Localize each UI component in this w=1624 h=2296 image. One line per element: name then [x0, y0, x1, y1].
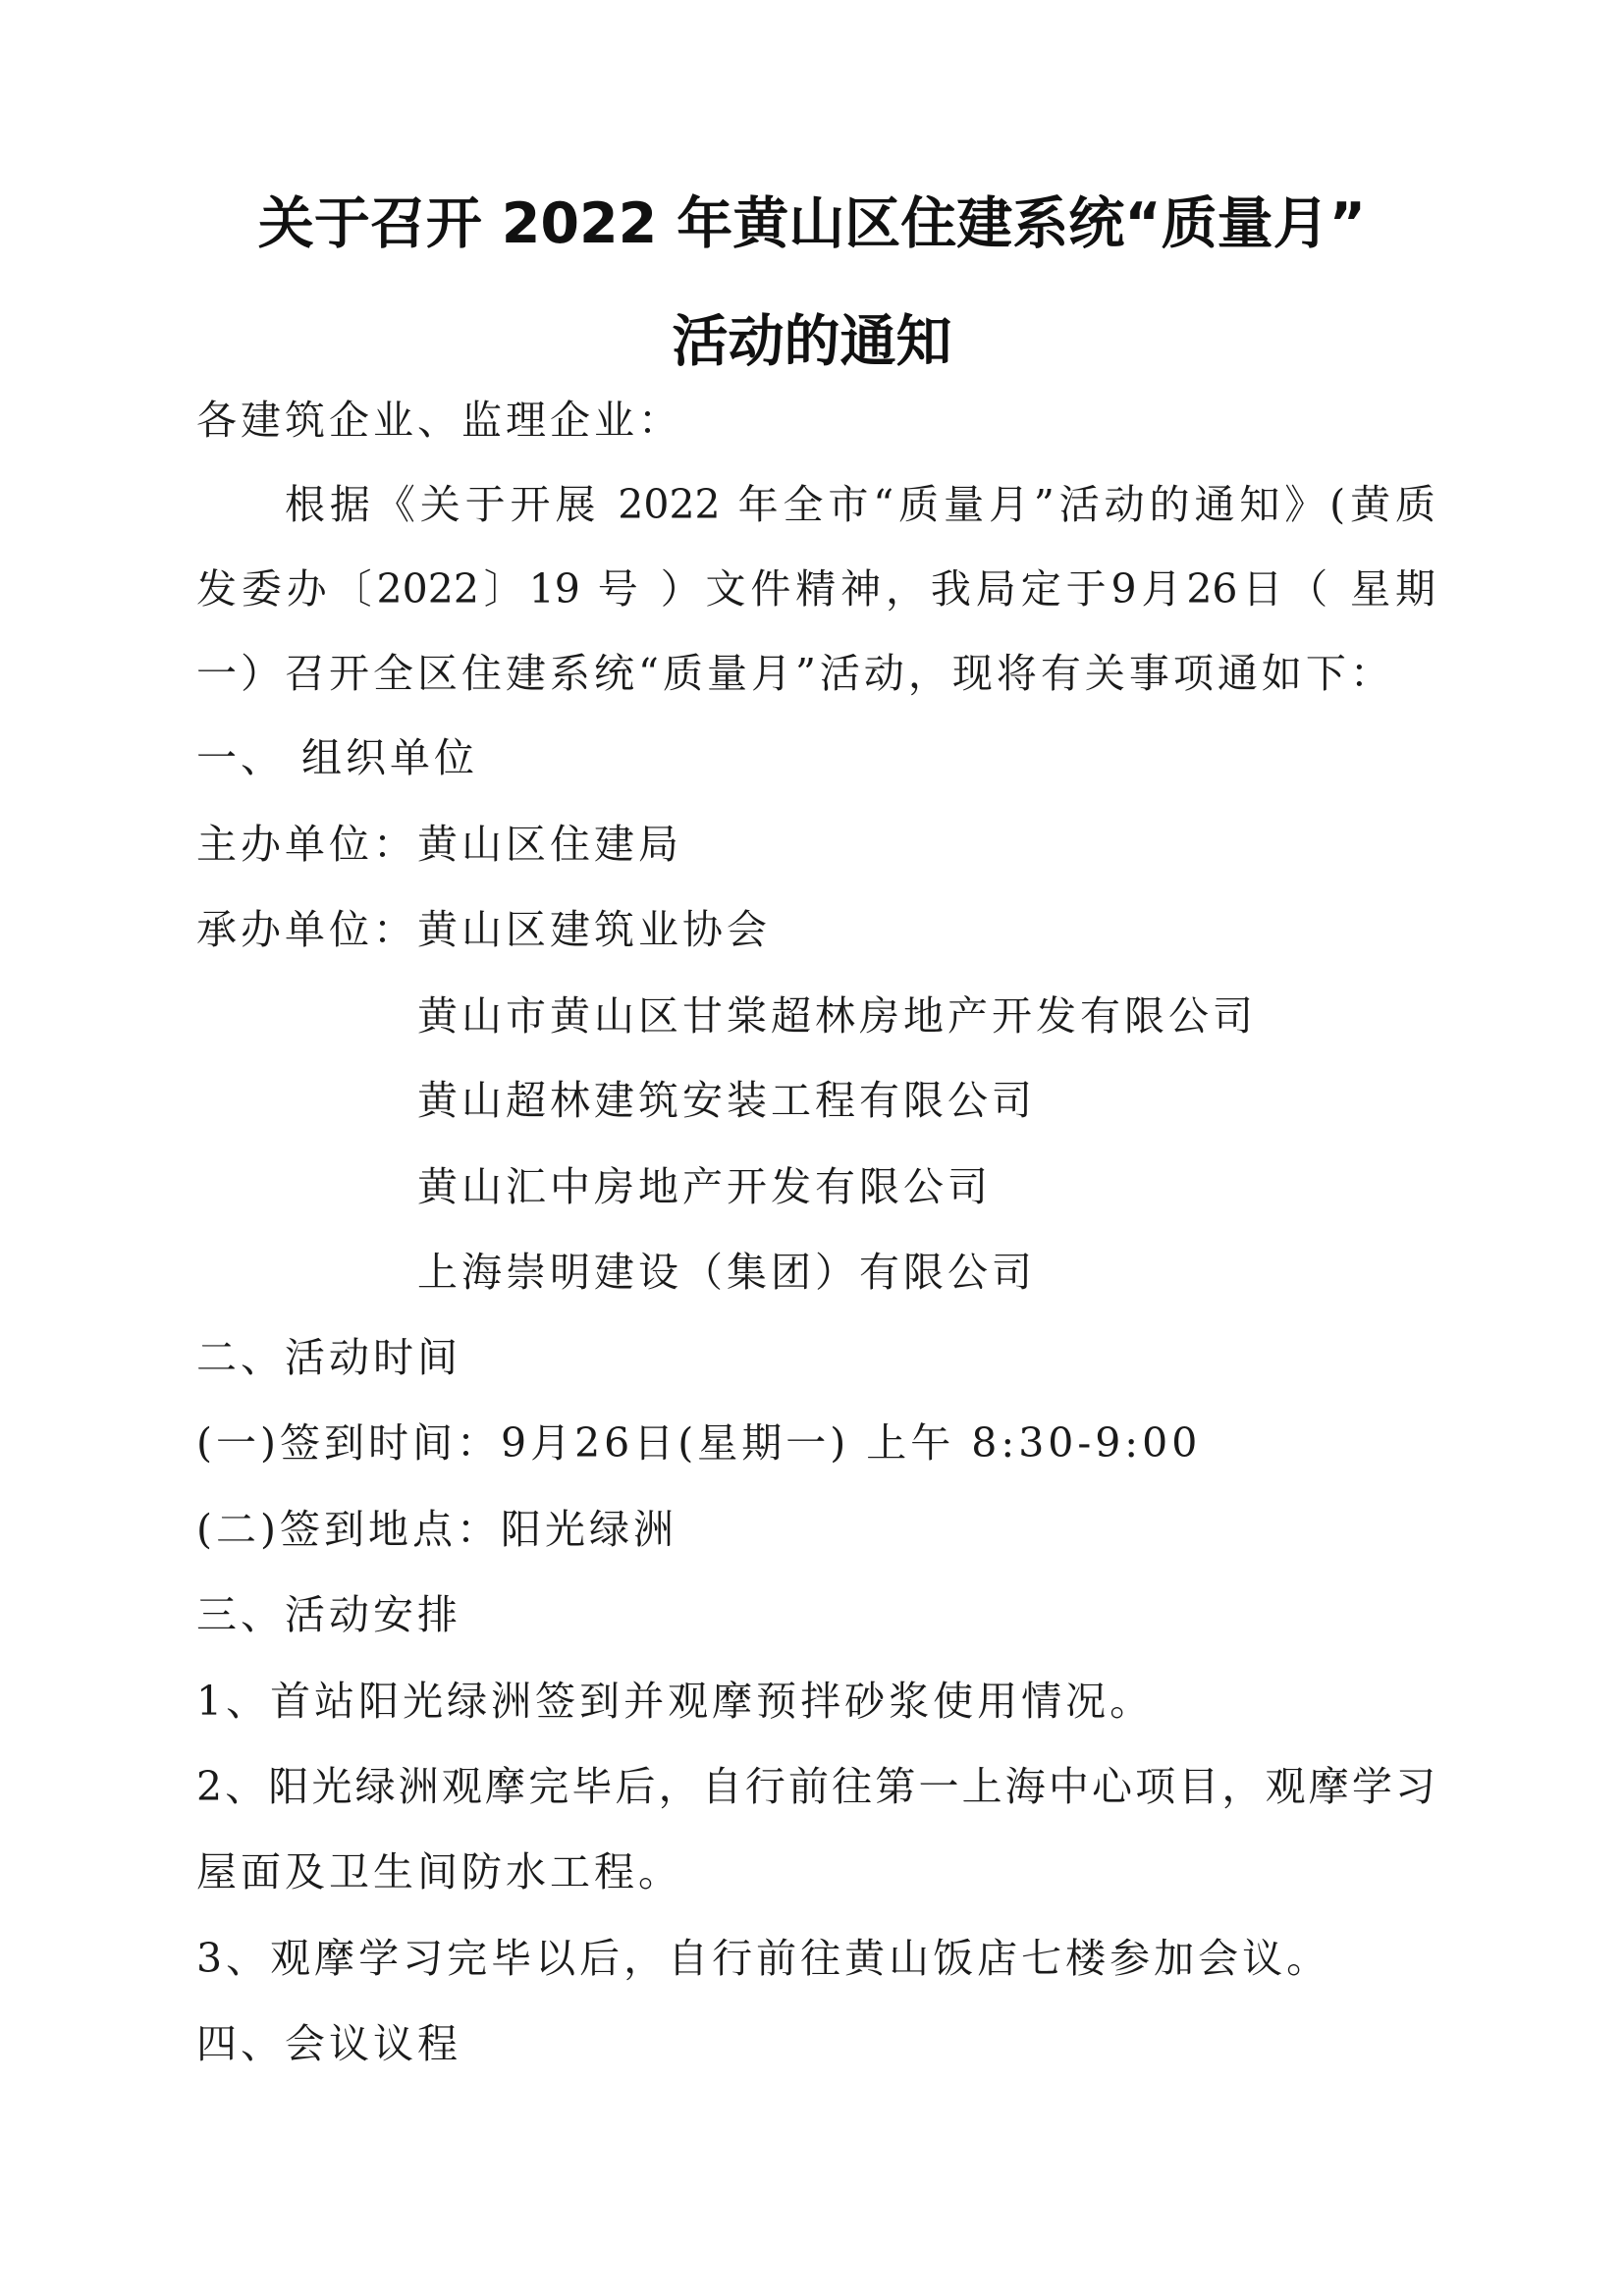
organizer-item: 黄山超林建筑安装工程有限公司 — [417, 1077, 1036, 1124]
section-1-heading: 一、 组织单位 — [196, 734, 479, 781]
intro-line-1: 根据《关于开展 2022 年全市“质量月”活动的通知》(黄质 — [285, 481, 1435, 528]
document-title-line-1: 关于召开 2022 年黄山区住建系统“质量月” — [257, 191, 1367, 256]
intro-line-2: 发委办〔2022〕19 号 ）文件精神，我局定于9月26日（ 星期 — [196, 565, 1435, 613]
organizer-item: 上海崇明建设（集团）有限公司 — [417, 1249, 1036, 1296]
checkin-location: (二)签到地点：阳光绿洲 — [196, 1506, 677, 1553]
document-title-line-2: 活动的通知 — [672, 309, 952, 374]
host-unit: 主办单位：黄山区住建局 — [196, 821, 682, 868]
section-3-heading: 三、活动安排 — [196, 1591, 461, 1638]
salutation: 各建筑企业、监理企业： — [196, 397, 682, 444]
organizer-unit: 承办单位：黄山区建筑业协会 — [196, 906, 771, 953]
section-2-heading: 二、活动时间 — [196, 1334, 461, 1381]
arrangement-item-2-cont: 屋面及卫生间防水工程。 — [196, 1848, 682, 1896]
intro-line-3: 一）召开全区住建系统“质量月”活动，现将有关事项通如下： — [196, 650, 1394, 697]
arrangement-item-1: 1、首站阳光绿洲签到并观摩预拌砂浆使用情况。 — [196, 1678, 1155, 1725]
arrangement-item-2: 2、阳光绿洲观摩完毕后，自行前往第一上海中心项目，观摩学习 — [196, 1763, 1435, 1810]
checkin-time: (一)签到时间：9月26日(星期一) 上午 8:30-9:00 — [196, 1419, 1202, 1467]
section-4-heading: 四、会议议程 — [196, 2020, 461, 2067]
organizer-item: 黄山汇中房地产开发有限公司 — [417, 1163, 992, 1210]
arrangement-item-3: 3、观摩学习完毕以后，自行前往黄山饭店七楼参加会议。 — [196, 1935, 1331, 1982]
organizer-item: 黄山市黄山区甘棠超林房地产开发有限公司 — [417, 992, 1257, 1040]
